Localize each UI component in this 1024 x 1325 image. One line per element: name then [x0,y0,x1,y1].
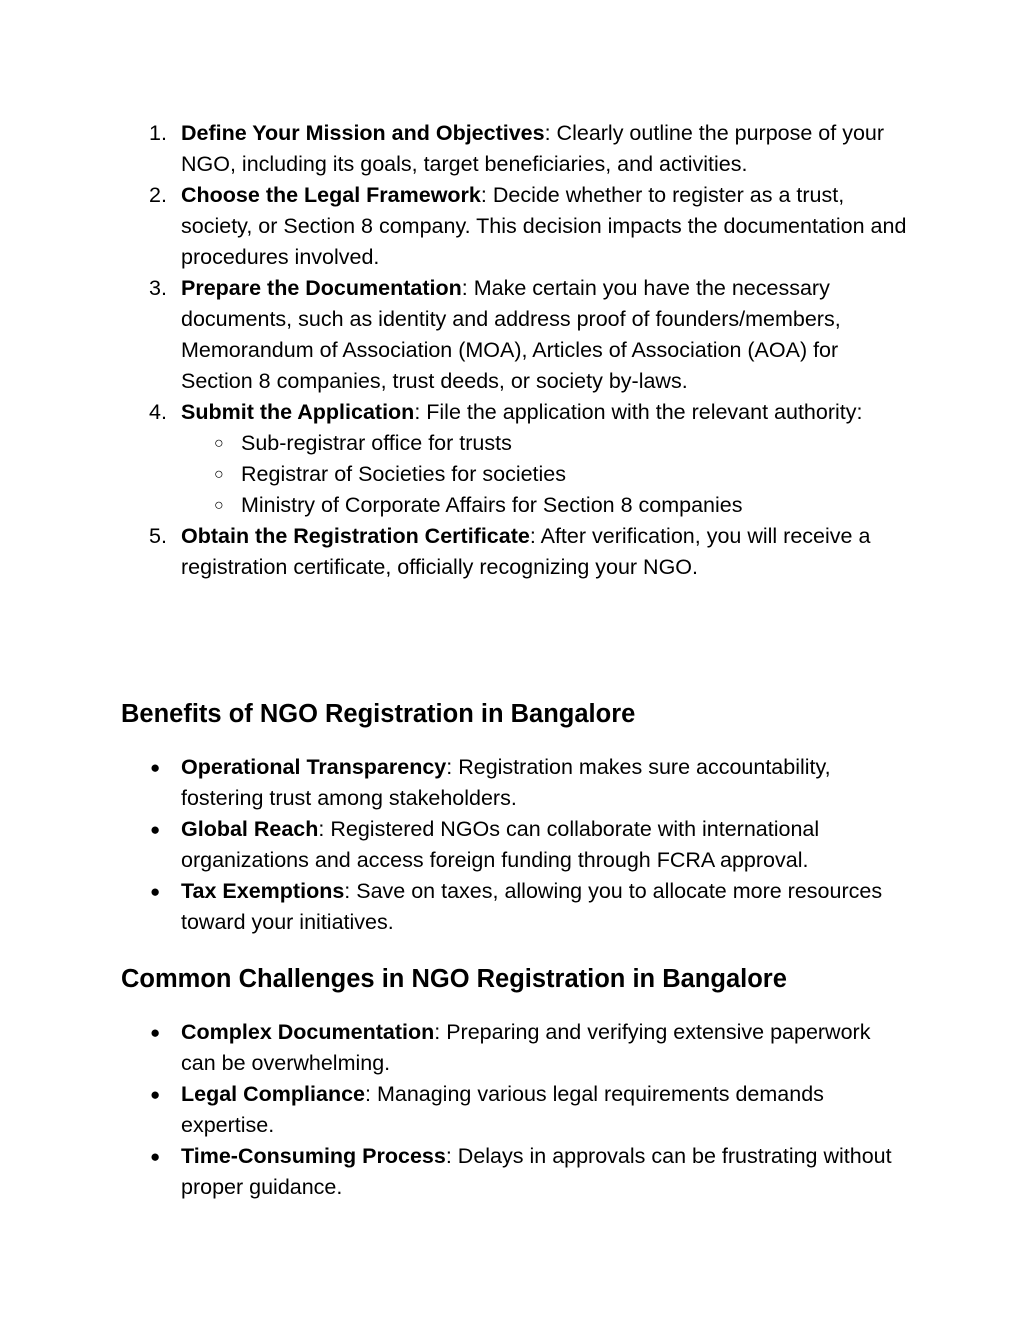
item-text: : Registration makes sure accountability, fostering trust among stakeholders. [181,755,831,810]
item-title: Tax Exemptions [181,879,345,903]
filled-circle-bullet-icon: ● [150,1147,161,1166]
list-item [0,876,911,938]
sub-list-item [181,428,911,459]
sub-item-text: Ministry of Corporate Affairs for Section 8 companies [241,493,743,517]
sub-list-item [181,490,911,521]
step-number: 2. [149,183,167,207]
step-text: : Decide whether to register as a trust, society, or Section 8 company. This decision impacts the documentation and procedures involved. [181,183,907,269]
sub-list-item [181,459,911,490]
item-text: : Preparing and verifying extensive paperwork can be overwhelming. [181,1020,871,1075]
filled-circle-bullet-icon: ● [150,1023,161,1042]
list-item [0,752,911,814]
step-text: : File the application with the relevant authority: [414,400,863,424]
hollow-circle-bullet-icon: ○ [214,466,224,483]
item-title: Global Reach [181,817,319,841]
step-number: 4. [149,400,167,424]
step-title: Submit the Application [181,400,415,424]
registration-steps-list [0,118,1024,583]
hollow-circle-bullet-icon: ○ [214,497,224,514]
item-title: Complex Documentation [181,1020,435,1044]
item-text: : Registered NGOs can collaborate with international organizations and access foreign funding through FCRA approval. [181,817,820,872]
filled-circle-bullet-icon: ● [150,1085,161,1104]
item-text: : Managing various legal requirements demands expertise. [181,1082,824,1137]
step-title: Obtain the Registration Certificate [181,524,530,548]
hollow-circle-bullet-icon: ○ [214,435,224,452]
item-title: Operational Transparency [181,755,447,779]
list-item [0,1017,911,1079]
benefits-list [0,752,1024,938]
list-item [0,1141,911,1203]
item-title: Legal Compliance [181,1082,365,1106]
step-number: 1. [149,121,167,145]
step-text: : Clearly outline the purpose of your NGO, including its goals, target beneficiaries, and activities. [181,121,885,176]
item-text: : Save on taxes, allowing you to allocate more resources toward your initiatives. [181,879,883,934]
step-item [0,180,911,273]
step-title: Define Your Mission and Objectives [181,121,545,145]
item-title: Time-Consuming Process [181,1144,446,1168]
challenges-list [0,1017,1024,1203]
step-title: Prepare the Documentation [181,276,462,300]
step-text: : Make certain you have the necessary documents, such as identity and address proof of founders/members, Memorandum of Association (MOA), Articles of Association (AOA) for Section 8 companies, trust deeds, or society by-laws. [181,276,841,393]
step-number: 5. [149,524,167,548]
step-item [0,273,911,397]
item-text: : Delays in approvals can be frustrating without proper guidance. [181,1144,892,1199]
authority-sublist [181,428,911,521]
challenges-heading: Common Challenges in NGO Registration in Bangalore [121,965,787,993]
step-item [0,397,911,521]
step-number: 3. [149,276,167,300]
step-text: : After verification, you will receive a registration certificate, officially recognizing your NGO. [181,524,871,579]
list-item [0,1079,911,1141]
filled-circle-bullet-icon: ● [150,882,161,901]
step-item [0,521,911,583]
sub-item-text: Sub-registrar office for trusts [241,431,512,455]
list-item [0,814,911,876]
filled-circle-bullet-icon: ● [150,758,161,777]
benefits-heading: Benefits of NGO Registration in Bangalore [121,700,636,728]
filled-circle-bullet-icon: ● [150,820,161,839]
step-item [0,118,911,180]
step-title: Choose the Legal Framework [181,183,481,207]
sub-item-text: Registrar of Societies for societies [241,462,567,486]
